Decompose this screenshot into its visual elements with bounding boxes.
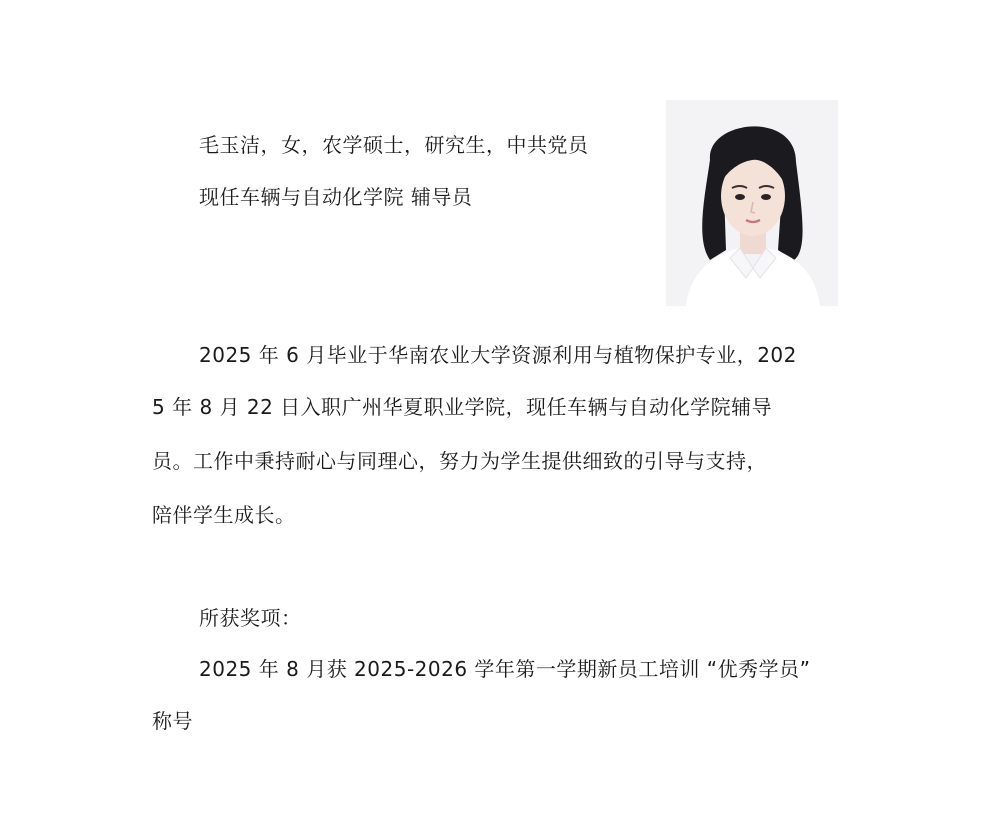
bio-line: 2025 年 6 月毕业于华南农业大学资源利用与植物保护专业，202 bbox=[199, 343, 797, 367]
bio-line: 陪伴学生成长。 bbox=[152, 503, 296, 527]
profile-position-line: 现任车辆与自动化学院 辅导员 bbox=[199, 185, 473, 209]
bio-line: 5 年 8 月 22 日入职广州华夏职业学院，现任车辆与自动化学院辅导 bbox=[152, 395, 773, 419]
portrait-photo bbox=[666, 100, 838, 306]
award-line: 称号 bbox=[152, 709, 193, 733]
award-line: 2025 年 8 月获 2025-2026 学年第一学期新员工培训 “优秀学员” bbox=[199, 657, 811, 681]
awards-heading: 所获奖项： bbox=[199, 606, 302, 630]
profile-summary-line: 毛玉洁，女，农学硕士，研究生，中共党员 bbox=[199, 133, 589, 157]
bio-line: 员。工作中秉持耐心与同理心，努力为学生提供细致的引导与支持， bbox=[152, 449, 767, 473]
